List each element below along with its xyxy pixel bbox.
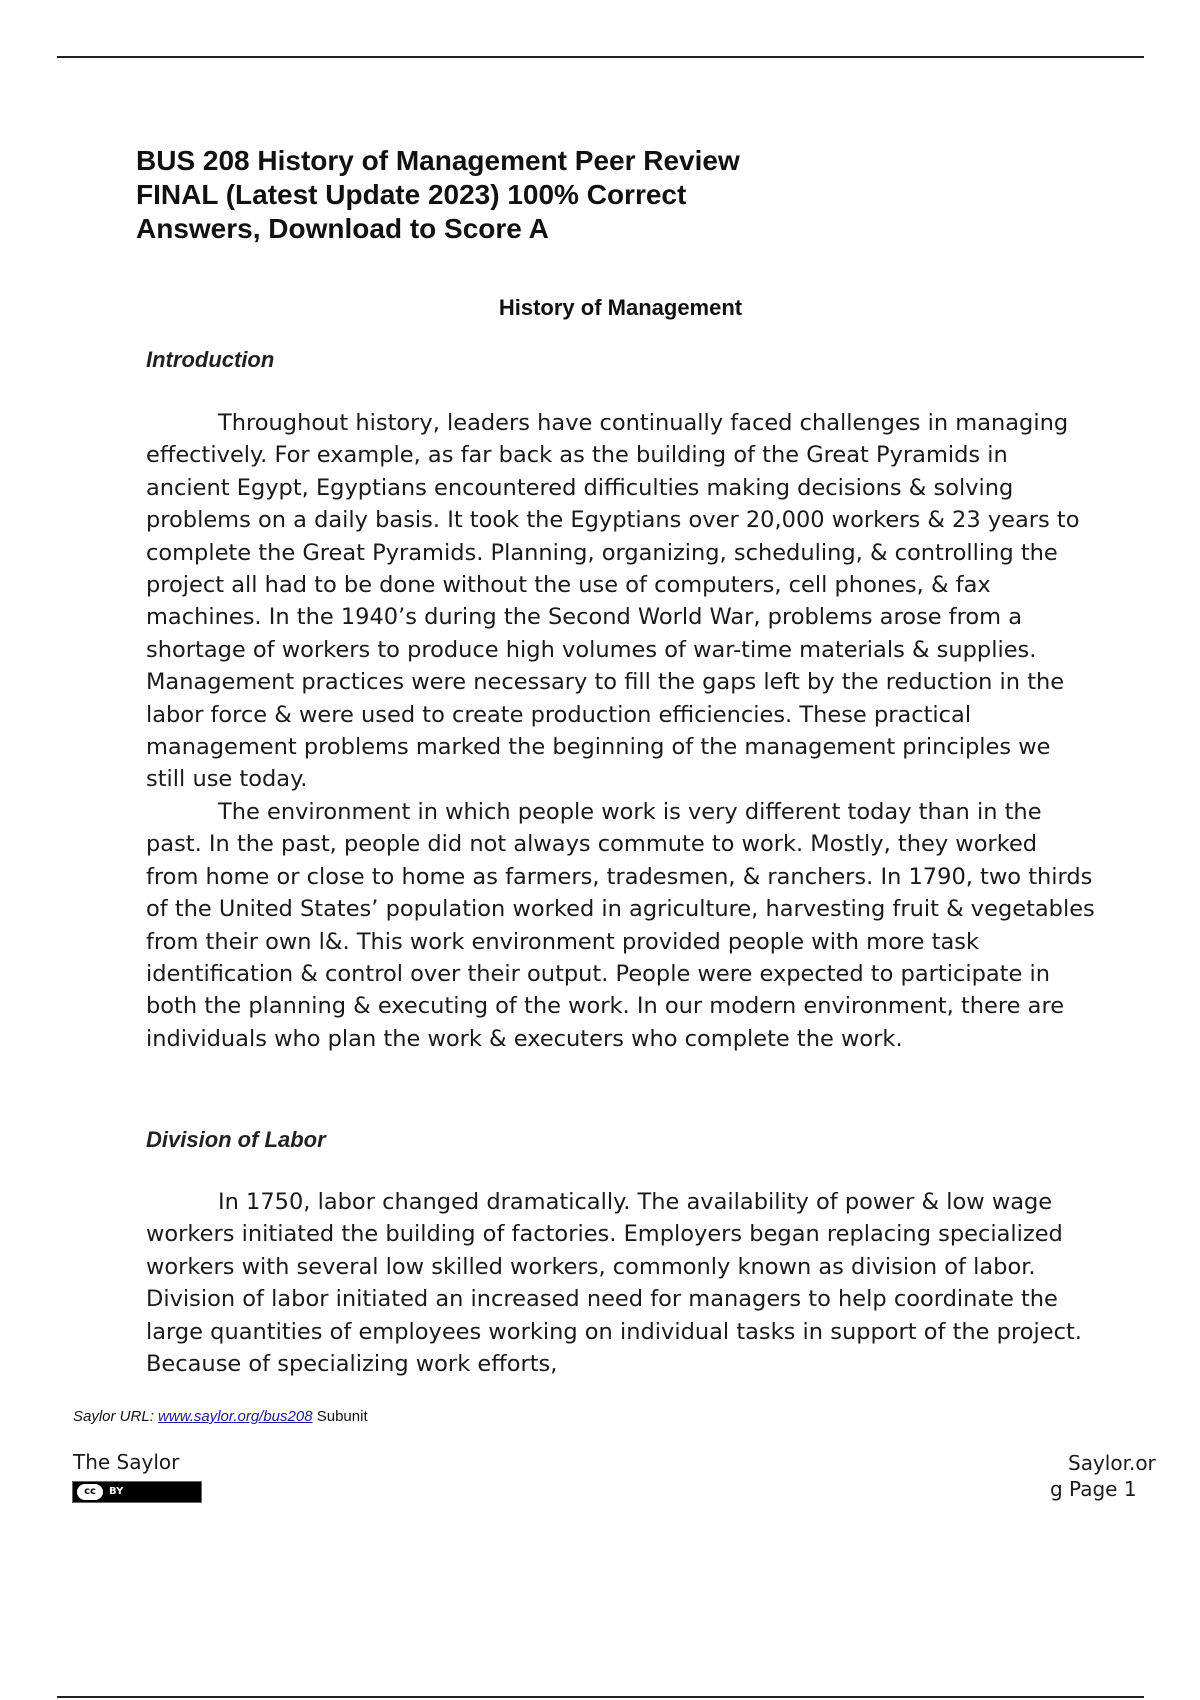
footer-url-line xyxy=(73,1408,368,1426)
footer-url-label: Saylor URL: xyxy=(73,1408,154,1425)
paragraph: Throughout history, leaders have continually faced challenges in managing effectively. For example, as far back as the building of the Great Pyramids in ancient Egypt, Egyptians encountered difficulties making decisions & solving problems on a daily basis. It took the Egyptians over 20,000 workers & 23 years to complete the Great Pyramids. Planning, organizing, scheduling, & controlling the project all had to be done without the use of computers, cell phones, & fax machines. In the 1940’s during the Second World War, problems arose from a shortage of workers to produce high volumes of war-time materials & supplies. Management practices were necessary to fill the gaps left by the reduction in the labor force & were used to create production efficiencies. These practical management problems marked the beginning of the management principles we still use today. xyxy=(146,410,1080,793)
license-type: BY xyxy=(109,1486,124,1497)
top-rule xyxy=(57,56,1144,58)
footer-page-info xyxy=(1050,1450,1160,1502)
paragraph: The environment in which people work is very different today than in the past. In the past, people did not always commute to work. Mostly, they worked from home or close to home as farmers, tradesmen, & ranchers. In 1790, two thirds of the United States’ population worked in agriculture, harvesting fruit & vegetables from their own l&. This work environment provided people with more task identification & control over their output. People were expected to participate in both the planning & executing of the work. In our modern environment, there are individuals who plan the work & executers who complete the work. xyxy=(146,798,1095,1052)
paragraph: In 1750, labor changed dramatically. The availability of power & low wage workers initiated the building of factories. Employers began replacing specialized workers with several low skilled workers, commonly known as division of labor. Division of labor initiated an increased need for managers to help coordinate the large quantities of employees working on individual tasks in support of the project. Because of specializing work efforts, xyxy=(146,1189,1082,1378)
footer-right-line1: Saylor.or xyxy=(1068,1451,1156,1475)
division-of-labor-body xyxy=(146,1186,1096,1380)
document-title: BUS 208 History of Management Peer Review FINAL (Latest Update 2023) 100% Correct Answers, Download to Score A xyxy=(136,145,740,244)
footer-url-suffix: Subunit xyxy=(316,1408,368,1425)
footer-right-line2: g Page 1 xyxy=(1050,1477,1137,1501)
footer-url-link[interactable]: www.saylor.org/bus208 xyxy=(158,1408,313,1425)
creative-commons-icon: cc xyxy=(77,1484,103,1500)
section-heading: History of Management xyxy=(498,295,743,320)
footer-left-text: The Saylor xyxy=(73,1450,180,1474)
subheading-introduction: Introduction xyxy=(146,347,275,372)
subheading-division-of-labor: Division of Labor xyxy=(146,1127,326,1152)
bottom-rule xyxy=(57,1696,1144,1698)
cc-by-license-badge xyxy=(72,1481,202,1503)
introduction-body xyxy=(146,407,1096,1055)
